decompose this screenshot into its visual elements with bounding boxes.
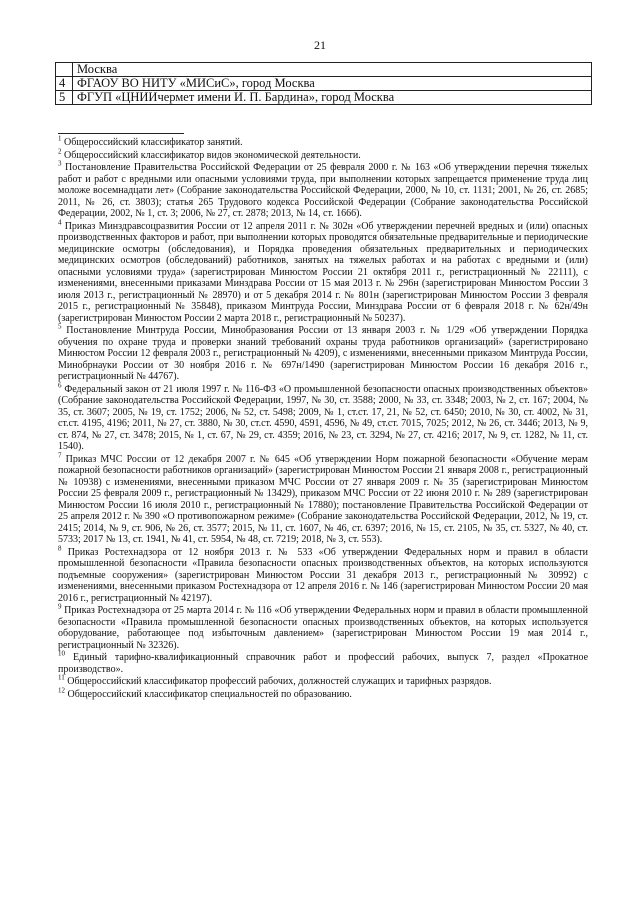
footnote — [58, 451, 588, 546]
footnote — [58, 381, 588, 453]
footnote-marker: 3 — [58, 159, 62, 168]
footnote-marker: 8 — [58, 544, 62, 553]
organization-table — [55, 62, 592, 105]
footnote-text: Единый тарифно-квалификационный справочник работ и профессий рабочих, выпуск 7, раздел «Прокатное производство». — [58, 652, 589, 675]
footnote-marker: 2 — [58, 147, 62, 156]
table-row — [56, 63, 592, 77]
footnote-text: Постановление Правительства Российской Федерации от 25 февраля 2000 г. № 163 «Об утверждении перечня тяжелых работ и работ с вредными или опасными условиями труда, при выполнении которых запрещается применение труда лиц моложе восемнадцати лет» (Собрание законодательства Российской Федерации, 2000, № 10, ст. 1131; 2001, № 26, ст. 2685; 2011, № 26, ст. 3803); статья 265 Трудового кодекса Российской Федерации (Собрание законодательства Российской Федерации, 2002, № 1, ст. 3; 2006, № 27, ст. 2878; 2013, № 14, ст. 1666). — [58, 162, 588, 219]
footnote — [58, 159, 588, 220]
organization-name: ФГУП «ЦНИИчермет имени И. П. Бардина», город Москва — [73, 91, 592, 105]
footnote-text: Общероссийский классификатор специальностей по образованию. — [67, 688, 352, 700]
table-row — [56, 91, 592, 105]
row-number — [56, 63, 73, 77]
footnote-marker: 12 — [58, 686, 65, 695]
footnote-text: Федеральный закон от 21 июля 1997 г. № 116-ФЗ «О промышленной безопасности опасных производственных объектов» (Собрание законодательства Российской Федерации, 1997, № 30, ст. 3588; 2000, № 33, ст. 3348; 2003, № 2, ст. 167; 2004, № 35, ст. 3607; 2005, № 19, ст. 1752; 2006, № 52, ст. 5498; 2009, № 1, ст.ст. 17, 21, № 52, ст. 6450; 2010, № 30, ст. 4002, № 31, ст.ст. 4195, 4196; 2011, № 27, ст. 3880, № 30, ст.ст. 4590, 4591, 4596, № 49, ст.ст. 7015, 7025; 2012, № 26, ст. 3446; 2013, № 9, ст. 874, № 27, ст. 3478; 2015, № 1, ст. 67, № 29, ст. 4359; 2016, № 23, ст. 3294, № 27, ст. 4216; 2017, № 9, ст. 1282, № 11, ст. 1540). — [58, 383, 588, 452]
footnote-text: Постановление Минтруда России, Минобразования России от 13 января 2003 г. № 1/29 «Об утверждении Порядка обучения по охране труда и проверки знаний требований охраны труда работников организаций» (зарегистрировано Минюстом России 12 февраля 2003 г., регистрационный № 4209), с изменениями, внесенными приказом Минтруда России, Минобрнауки России от 30 ноября 2016 г. № 697н/1490 (зарегистрирован Минюстом России 16 декабря 2016 г., регистрационный № 44767). — [58, 325, 588, 382]
footnote-text: Приказ Ростехнадзора от 12 ноября 2013 г. № 533 «Об утверждении Федеральных норм и правил в области промышленной безопасности «Правила безопасности опасных производственных объектов, на которых используются подъемные сооружения» (зарегистрирован Минюстом России 31 декабря 2013 г., регистрационный № 30992) с изменениями, внесенными приказом Ростехнадзора от 12 апреля 2016 г. № 146 (зарегистрирован Минюстом России 20 мая 2016 г., регистрационный № 42197). — [58, 546, 588, 604]
footnote-marker: 9 — [58, 602, 62, 611]
footnote-marker: 11 — [58, 673, 65, 682]
row-number: 5 — [56, 91, 73, 105]
footnote — [58, 322, 588, 383]
footnotes — [58, 134, 589, 701]
footnote-marker: 5 — [58, 322, 62, 331]
footnote-text: Общероссийский классификатор видов экономической деятельности. — [64, 149, 361, 161]
organization-name: Москва — [73, 63, 592, 77]
footnote — [58, 686, 588, 701]
footnote — [58, 147, 588, 162]
row-number: 4 — [56, 77, 73, 91]
footnote-marker: 1 — [58, 134, 62, 143]
footnote-marker: 10 — [58, 649, 65, 658]
footnote-text: Приказ МЧС России от 12 декабря 2007 г. № 645 «Об утверждении Норм пожарной безопасности «Обучение мерам пожарной безопасности работников организаций» (зарегистрирован Минюстом России 21 января 2008 г., регистрационный № 10938) с изменениями, внесенными приказом МЧС России от 27 января 2009 г. № 35 (зарегистрирован Минюстом России 25 февраля 2009 г., регистрационный № 13429), приказом МЧС России от 22 июня 2010 г. № 289 (зарегистрирован Минюстом России 16 июля 2010 г., регистрационный № 17880); постановление Правительства Российской Федерации от 25 апреля 2012 г. № 390 «О противопожарном режиме» (Собрание законодательства Российской Федерации, 2012, № 19, ст. 2415; 2014, № 9, ст. 906, № 26, ст. 3577; 2015, № 11, ст. 1607, № 46, ст. 6397; 2016, № 15, ст. 2105, № 35, ст. 5327, № 40, ст. 5733; 2017 № 13, ст. 1941, № 41, ст. 5954, № 48, ст. 7219; 2018, № 3, ст. 553). — [58, 453, 588, 545]
footnote — [58, 673, 588, 688]
footnote-text: Приказ Ростехнадзора от 25 марта 2014 г. № 116 «Об утверждении Федеральных норм и правил в области промышленной безопасности «Правила промышленной безопасности опасных производственных объектов, на которых используется оборудование, работающее под избыточным давлением» (зарегистрирован Минюстом России 19 мая 2014 г., регистрационный № 32326). — [58, 605, 589, 651]
organization-name: ФГАОУ ВО НИТУ «МИСиС», город Москва — [73, 77, 592, 91]
footnote-text: Приказ Минздравсоцразвития России от 12 апреля 2011 г. № 302н «Об утверждении перечней вредных и (или) опасных производственных факторов и работ, при выполнении которых проводятся обязательные предварительные и периодические медицинские осмотры (обследования), и Порядка проведения обязательных предварительных и периодических медицинских осмотров (обследований) работников, занятых на тяжелых работах и на работах с вредными и (или) опасными условиями труда» (зарегистрирован Минюстом России 21 октября 2011 г., регистрационный № 22111), с изменениями, внесенными приказами Минздрава России от 15 мая 2013 г. № 296н (зарегистрирован Минюстом России 3 июля 2013 г., регистрационный № 28970) и от 5 декабря 2014 г. № 801н (зарегистрирован Минюстом России 3 февраля 2015 г., регистрационный № 35848), приказом Минтруда России, Минздрава России от 6 февраля 2018 г. № 62н/49н (зарегистрирован Минюстом России 2 марта 2018 г., регистрационный № 50237). — [58, 220, 588, 324]
footnote — [58, 602, 589, 651]
footnote-marker: 4 — [58, 218, 62, 227]
footnote-text: Общероссийский классификатор занятий. — [64, 137, 243, 148]
footnote — [58, 134, 588, 149]
table-row — [56, 77, 592, 91]
page-number: 21 — [314, 38, 326, 52]
footnote-marker: 7 — [58, 451, 62, 460]
footnote — [58, 544, 588, 605]
footnote — [58, 649, 589, 675]
footnote-separator — [58, 133, 184, 134]
footnote-text: Общероссийский классификатор профессий рабочих, должностей служащих и тарифных разрядов. — [67, 676, 492, 687]
footnote-marker: 6 — [58, 381, 62, 390]
footnote — [58, 218, 588, 325]
